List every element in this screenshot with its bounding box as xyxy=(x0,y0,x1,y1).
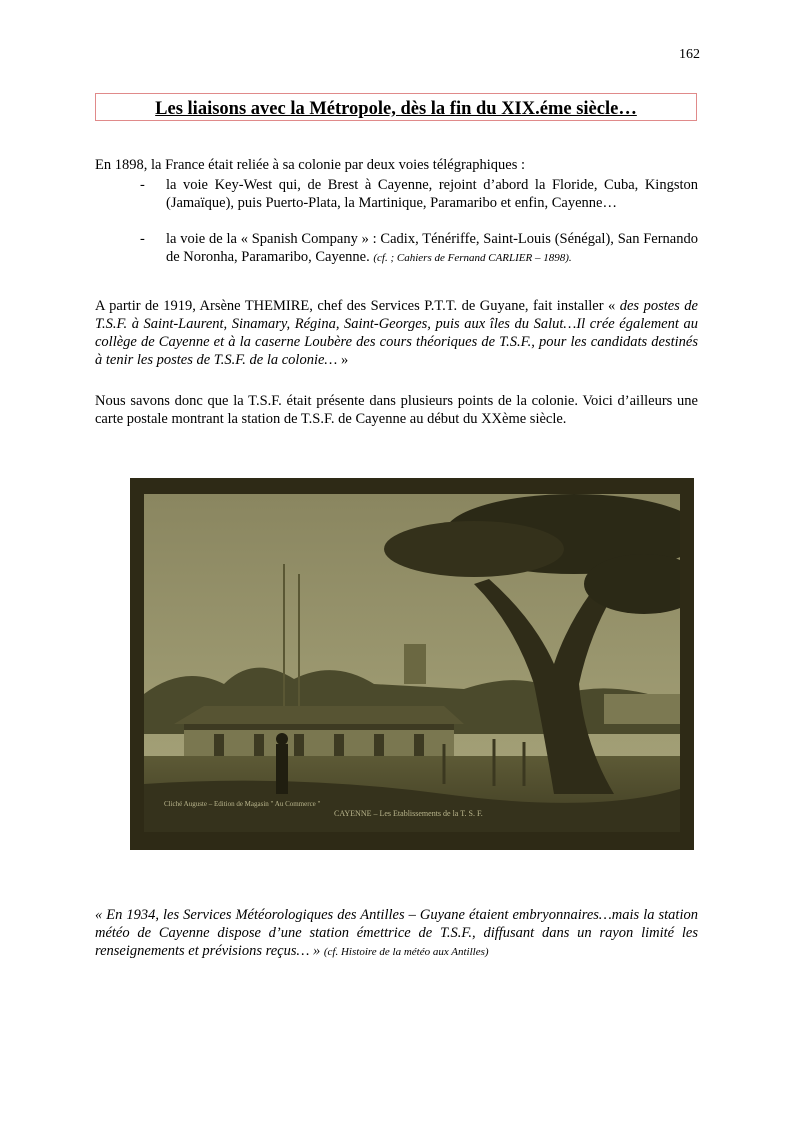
tsf-paragraph: Nous savons donc que la T.S.F. était présente dans plusieurs points de la colonie. Voici d’ailleurs une carte postale montrant la station de T.S.F. de Cayenne au début du XXème siècle. xyxy=(95,393,698,427)
postcard-photo xyxy=(130,478,694,850)
themire-text: A partir de 1919, Arsène THEMIRE, chef des Services P.T.T. de Guyane, fait installer « xyxy=(95,298,620,314)
list-item-text: la voie de la « Spanish Company » : Cadix, Ténériffe, Saint-Louis (Sénégal), San Fernando de Noronha, Paramaribo, Cayenne. xyxy=(166,231,698,265)
list-item-text: la voie Key-West qui, de Brest à Cayenne, rejoint d’abord la Floride, Cuba, Kingston (Jamaïque), puis Puerto-Plata, la Martinique, Paramaribo et enfin, Cayenne… xyxy=(166,177,698,211)
list-dash: - xyxy=(140,177,145,193)
telegraph-list-1 xyxy=(140,176,698,212)
title-box xyxy=(95,93,697,121)
list-item-citation: (cf. ; Cahiers de Fernand CARLIER – 1898). xyxy=(373,252,572,264)
postcard-caption-center: CAYENNE – Les Etablissements de la T. S. F. xyxy=(334,809,483,818)
page-title: Les liaisons avec la Métropole, dès la fin du XIX.éme siècle… xyxy=(155,99,637,119)
themire-quote: des postes de T.S.F. à Saint-Laurent, Sinamary, Régina, Saint-Georges, puis aux îles du Salut…Il crée également au collège de Cayenne et à la caserne Loubère des cours théoriques de T.S.F., pour les candidats destinés à tenir les postes de T.S.F. de la colonie… xyxy=(95,298,698,368)
meteo-quote: « En 1934, les Services Météorologiques des Antilles – Guyane étaient embryonnaires…mais la station météo de Cayenne dispose d’une station émettrice de T.S.F., diffusant dans un rayon limité les renseignements et prévisions reçus… » xyxy=(95,907,698,959)
list-dash: - xyxy=(140,231,145,247)
list-item xyxy=(140,230,698,267)
page-number: 162 xyxy=(679,47,700,62)
meteo-paragraph xyxy=(95,906,698,961)
postcard-image xyxy=(144,494,680,832)
themire-paragraph xyxy=(95,297,698,369)
postcard-caption-left: Cliché Auguste – Edition de Magasin " Au Commerce " xyxy=(164,800,321,808)
telegraph-list-2 xyxy=(140,230,698,267)
themire-quote-end: » xyxy=(337,352,349,368)
intro-paragraph: En 1898, la France était reliée à sa colonie par deux voies télégraphiques : xyxy=(95,157,526,173)
list-item xyxy=(140,176,698,212)
meteo-citation: (cf. Histoire de la météo aux Antilles) xyxy=(323,946,489,958)
